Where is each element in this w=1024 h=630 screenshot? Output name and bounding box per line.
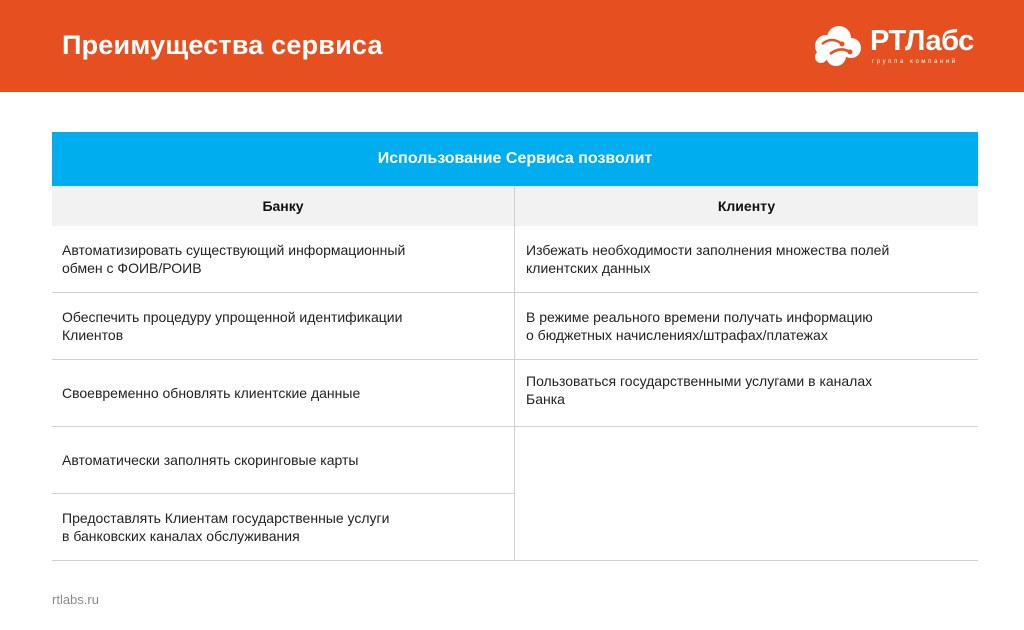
- table-cell-client: [515, 226, 978, 293]
- table-cell-bank: [52, 494, 514, 561]
- cell-text: Своевременно обновлять клиентские данные: [62, 385, 361, 401]
- empty-cell: [515, 427, 978, 561]
- table-body: [52, 226, 978, 561]
- table-cell-bank: [52, 226, 514, 293]
- table-caption: Использование Сервиса позволит: [52, 132, 978, 186]
- bank-column: [52, 226, 515, 561]
- cloud-logo-icon: [812, 24, 864, 68]
- table-cell-bank: [52, 360, 514, 427]
- table-cell-bank: [52, 427, 514, 494]
- client-column: [515, 226, 978, 561]
- table-cell-client: [515, 293, 978, 360]
- logo-subtitle: группа компаний: [872, 59, 958, 65]
- cell-text: Пользоваться государственными услугами в каналах Банка: [526, 373, 873, 407]
- table-cell-client: [515, 360, 978, 427]
- logo-name: РТЛабс: [870, 25, 974, 57]
- cell-text: Автоматизировать существующий информационный обмен с ФОИВ/РОИВ: [62, 242, 406, 276]
- header-bar: [0, 0, 1024, 92]
- column-header-client: Клиенту: [717, 198, 776, 214]
- cell-text: Обеспечить процедуру упрощенной идентификации Клиентов: [62, 309, 403, 343]
- table-cell-bank: [52, 293, 514, 360]
- column-headers: [52, 186, 978, 226]
- cell-text: Автоматически заполнять скоринговые карты: [62, 452, 359, 468]
- footer-site: rtlabs.ru: [52, 592, 99, 607]
- cell-text: Предоставлять Клиентам государственные услуги в банковских каналах обслуживания: [62, 510, 390, 544]
- page-title: Преимущества сервиса: [62, 30, 383, 60]
- cell-text: Избежать необходимости заполнения множества полей клиентских данных: [526, 242, 890, 276]
- company-logo: [812, 24, 987, 70]
- benefits-table: [52, 132, 978, 561]
- column-header-bank: Банку: [52, 186, 515, 226]
- cell-text: В режиме реального времени получать информацию о бюджетных начислениях/штрафах/платежах: [526, 309, 873, 343]
